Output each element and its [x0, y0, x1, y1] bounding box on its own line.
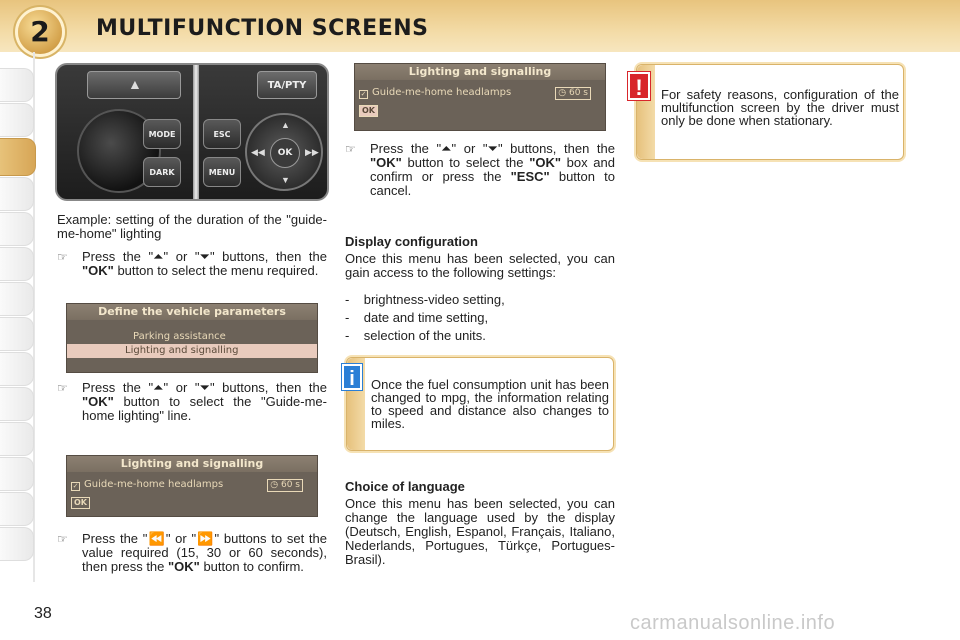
screen-title: Lighting and signalling: [355, 64, 605, 80]
display-config-heading: Display configuration: [345, 234, 478, 249]
pointing-hand-icon: ☞: [57, 381, 68, 395]
page-number: 38: [34, 605, 52, 622]
arrow-down-icon: ▼: [281, 175, 290, 185]
pointing-hand-icon: ☞: [345, 142, 356, 156]
screen-lighting-left: [66, 455, 318, 517]
instruction-1: ☞ Press the "⏶" or "⏷" buttons, then the "OK" button to select the menu required.: [57, 249, 327, 278]
instruction-3: ☞ Press the "⏪" or "⏩" buttons to set the value required (15, 30 or 60 seconds), then press the "OK" button to confirm.: [57, 531, 327, 574]
duration-value: ◷ 60 s: [267, 479, 303, 492]
mode-button: MODE: [143, 119, 181, 149]
chapter-tab-5[interactable]: [0, 247, 34, 281]
instruction-4: ☞ Press the "⏶" or "⏷" buttons, then the "OK" button to select the "OK" box and confirm or press the "ESC" button to cancel.: [345, 141, 616, 198]
display-config-text: Once this menu has been selected, you can gain access to the following settings:: [345, 251, 615, 280]
page-header: [0, 0, 960, 52]
chapter-badge: 2: [18, 10, 62, 54]
chapter-tab-7[interactable]: [0, 317, 34, 351]
pointing-hand-icon: ☞: [57, 250, 68, 264]
menu-item-parking: Parking assistance: [133, 331, 226, 342]
guide-me-home-row: ✓ Guide-me-home headlamps ◷ 60 s: [355, 86, 605, 100]
up-arrow-icon: ⏶: [153, 249, 164, 264]
eject-button: [87, 71, 181, 99]
ok-row: [67, 496, 317, 510]
display-item-2: - date and time setting,: [345, 310, 489, 325]
screen-title: Define the vehicle parameters: [67, 304, 317, 320]
arrow-left-icon: ◀◀: [251, 147, 265, 157]
ok-row: [355, 104, 605, 118]
example-caption: Example: setting of the duration of the "guide-me-home" lighting: [57, 212, 327, 241]
chapter-tab-11[interactable]: [0, 457, 34, 491]
screen-lighting-mid: [354, 63, 606, 131]
chapter-tab-12[interactable]: [0, 492, 34, 526]
up-arrow-icon: ⏶: [441, 141, 452, 156]
pointing-hand-icon: ☞: [57, 532, 68, 546]
display-item-1: - brightness-video setting,: [345, 292, 505, 307]
down-arrow-icon: ⏷: [199, 249, 210, 264]
cd-slot: [193, 65, 199, 201]
chapter-tab-6[interactable]: [0, 282, 34, 316]
chapter-tabs: [0, 68, 34, 562]
ok-box-selected: OK: [359, 105, 378, 117]
down-arrow-icon: ⏷: [199, 380, 210, 395]
up-arrow-icon: ⏶: [153, 380, 164, 395]
arrow-up-icon: ▲: [281, 120, 290, 130]
warning-note-text: For safety reasons, configuration of the multifunction screen by the driver must only be done when stationary.: [661, 87, 899, 128]
chapter-tab-10[interactable]: [0, 422, 34, 456]
ok-button: OK: [270, 138, 300, 168]
dark-button: DARK: [143, 157, 181, 187]
watermark: carmanualsonline.info: [630, 612, 836, 634]
chapter-tab-9[interactable]: [0, 387, 34, 421]
chapter-tab-3[interactable]: [0, 177, 34, 211]
chapter-tab-8[interactable]: [0, 352, 34, 386]
language-text: Once this menu has been selected, you can change the language used by the display (Deutsch, English, Espanol, Français, Italiano, Nederlands, Portugues, Türkçe, Portugues-Brasil).: [345, 496, 615, 567]
rewind-icon: ⏪: [147, 531, 166, 546]
checkbox-icon: ✓: [360, 90, 367, 98]
info-note-text: Once the fuel consumption unit has been changed to mpg, the information relating to speed and distance also changes to miles.: [371, 377, 609, 431]
guide-me-home-row: ✓ Guide-me-home headlamps ◷ 60 s: [67, 478, 317, 492]
checkbox-icon: ✓: [72, 482, 79, 490]
menu-button: MENU: [203, 157, 241, 187]
direction-pad: [245, 113, 323, 191]
screen-title: Lighting and signalling: [67, 456, 317, 472]
ok-box: OK: [71, 497, 90, 509]
menu-item-lighting: Lighting and signalling: [67, 344, 317, 358]
duration-value: ◷ 60 s: [555, 87, 591, 100]
down-arrow-icon: ⏷: [487, 141, 498, 156]
page-title: MULTIFUNCTION SCREENS: [96, 16, 429, 41]
display-item-3: - selection of the units.: [345, 328, 486, 343]
control-panel-photo: [55, 63, 329, 201]
screen-define-parameters: [66, 303, 318, 373]
chapter-tab-1b[interactable]: [0, 103, 34, 137]
chapter-tab-1[interactable]: [0, 68, 34, 102]
eject-icon: ▲: [128, 76, 142, 92]
language-heading: Choice of language: [345, 479, 465, 494]
info-icon: i: [342, 364, 362, 390]
info-note: [346, 357, 614, 451]
warning-note: [636, 64, 904, 160]
instruction-2: ☞ Press the "⏶" or "⏷" buttons, then the "OK" button to select the "Guide-me-home lighting" line.: [57, 380, 327, 423]
warning-icon: !: [628, 72, 650, 100]
ta-pty-button: TA/PTY: [257, 71, 317, 99]
chapter-tab-13[interactable]: [0, 527, 34, 561]
chapter-tab-4[interactable]: [0, 212, 34, 246]
arrow-right-icon: ▶▶: [305, 147, 319, 157]
chapter-tab-2-active[interactable]: [0, 138, 36, 176]
fast-forward-icon: ⏩: [196, 531, 215, 546]
esc-button: ESC: [203, 119, 241, 149]
